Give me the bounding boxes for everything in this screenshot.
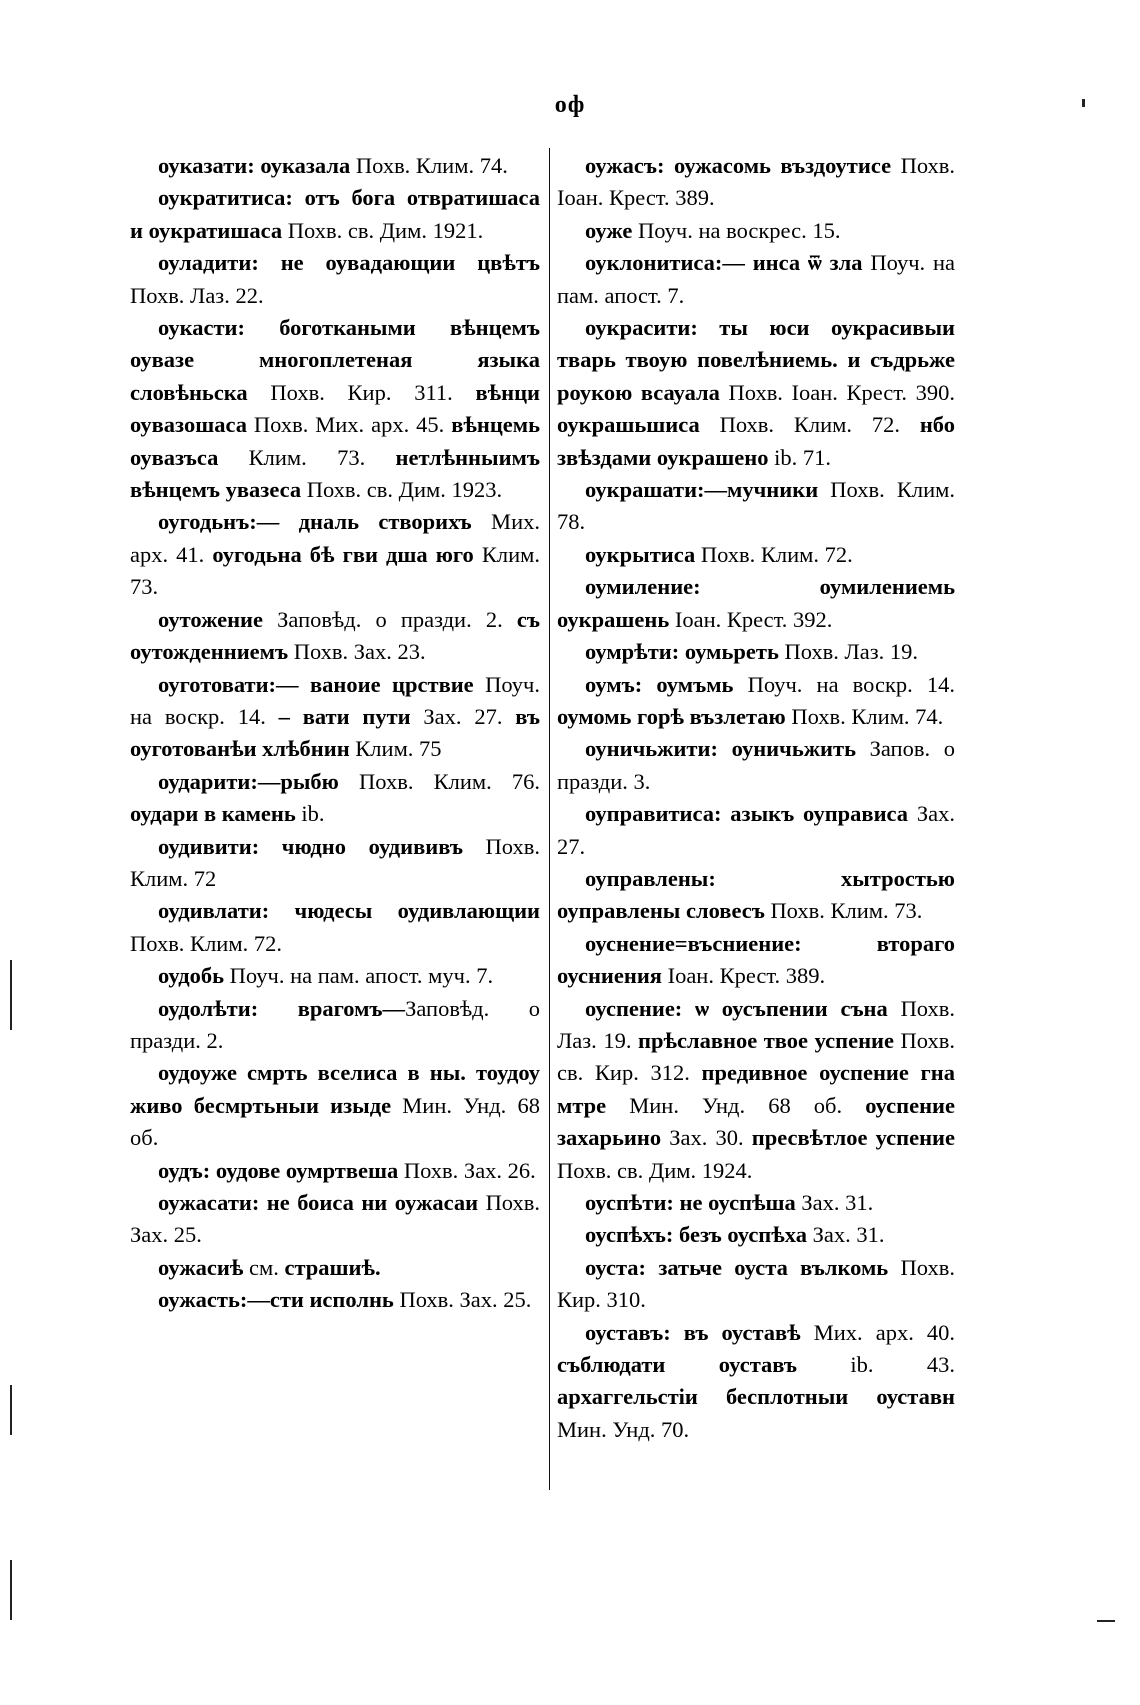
dictionary-entry xyxy=(130,604,540,669)
entry-headword: оуспѣхъ: безъ оуспѣха xyxy=(585,1222,807,1248)
entry-headword: оукрасити: ты юси оукрасивыи тварь твоую повелѣниемь. и съдрьже роукою всауала xyxy=(557,315,955,405)
entry-headword: предивное оуспение гна мтре xyxy=(557,1060,955,1118)
dictionary-entry xyxy=(557,993,955,1187)
entry-headword: оуничьжити: оуничьжить xyxy=(585,736,856,762)
entry-headword: нбо звѣздами оукрашено xyxy=(557,412,955,470)
dictionary-entry xyxy=(130,1284,540,1316)
entry-reference: Похв. Мих. арх. 45. xyxy=(246,412,452,438)
dictionary-entry xyxy=(557,474,955,539)
entry-reference: Запов. о празди. 3. xyxy=(557,736,955,794)
dictionary-entry xyxy=(130,182,540,247)
entry-headword: оуже xyxy=(585,217,633,243)
entry-headword: оуправитиса: азыкъ оуправиса xyxy=(585,801,909,827)
entry-headword: оуказати: оуказала xyxy=(158,153,351,178)
entry-reference: Похв. Лаз. 19. xyxy=(778,639,919,665)
entry-headword: вѣнцемь оувазъса xyxy=(130,412,540,470)
left-column xyxy=(130,150,540,1317)
entry-headword: оудивити: чюдно оудививъ xyxy=(158,833,463,859)
dictionary-entry xyxy=(130,1155,540,1187)
page-number: оф xyxy=(554,92,586,118)
scan-mark xyxy=(10,1385,12,1435)
entry-headword: оумъ: оумъмь xyxy=(585,671,734,697)
entry-headword: оудолѣти: врагомъ— xyxy=(158,995,406,1021)
entry-reference: Похв. св. Дим. 1923. xyxy=(301,477,503,503)
entry-headword: нетлѣнныимъ вѣнцемъ увазеса xyxy=(130,444,540,503)
entry-headword: оугодьна бѣ гви дша юго xyxy=(212,541,474,567)
entry-headword: оутожение xyxy=(158,606,264,632)
dictionary-entry xyxy=(557,150,955,215)
entry-reference: ib. 43. xyxy=(796,1352,955,1378)
entry-headword: съ оутожденниемъ xyxy=(130,606,540,665)
entry-headword: оужасъ: оужасомь въздоутисе xyxy=(585,153,892,178)
dictionary-entry xyxy=(130,312,540,506)
entry-reference: Мин. Унд. 70. xyxy=(557,1416,690,1442)
dictionary-entry xyxy=(130,150,540,182)
entry-reference: Заповѣд. о празди. 2. xyxy=(130,995,540,1053)
entry-headword: оудивлати: чюдесы оудивлающии xyxy=(158,898,540,924)
entry-headword: оуспѣти: не оуспѣша xyxy=(585,1190,796,1215)
entry-headword: оужасть:—сти исполнь xyxy=(158,1287,394,1313)
entry-headword: оудобь xyxy=(158,963,225,989)
entry-headword: оугодьнъ:— дналь створихъ xyxy=(158,509,472,535)
dictionary-entry xyxy=(130,766,540,831)
dictionary-entry xyxy=(130,669,540,766)
entry-headword: оуспение: ѡ оусъпении съна xyxy=(585,995,888,1021)
entry-reference: Похв. Зах. 25. xyxy=(130,1190,540,1248)
entry-reference: Мих. арх. 41. xyxy=(130,509,540,567)
entry-reference: Іоан. Крест. 392. xyxy=(669,606,833,632)
entry-reference: Похв. Клим. 72. xyxy=(695,541,853,567)
dictionary-entry xyxy=(557,247,955,312)
scan-mark xyxy=(10,960,12,1030)
entry-reference: ib. 71. xyxy=(768,444,831,470)
entry-reference: Похв. Клим. 72 xyxy=(130,833,540,891)
entry-reference: Похв. Іоан. Крест. 390. xyxy=(719,379,955,405)
dictionary-entry xyxy=(130,831,540,896)
entry-reference: Похв. Клим. 72. xyxy=(130,930,282,956)
entry-headword: оуставъ: въ оуставѣ xyxy=(585,1319,801,1345)
entry-reference: Зах. 27. xyxy=(557,801,955,859)
entry-headword: оумомь горѣ възлетаю xyxy=(557,703,786,729)
entry-headword: оумиление: оумилениемь оукрашень xyxy=(557,574,955,632)
entry-reference: Поуч. на воскрес. 15. xyxy=(632,217,841,243)
dictionary-entry xyxy=(557,1219,955,1251)
dictionary-entry xyxy=(557,215,955,247)
dictionary-entry xyxy=(557,1187,955,1219)
entry-headword: оудари в камень xyxy=(130,801,296,827)
entry-reference: Похв. Лаз. 22. xyxy=(130,282,264,308)
entry-headword: оумрѣти: оумьреть xyxy=(585,639,779,665)
entry-headword: оукрытиса xyxy=(585,541,696,567)
dictionary-entry xyxy=(130,247,540,312)
entry-reference: Іоан. Крест. 389. xyxy=(661,963,826,989)
entry-headword: съблюдати оуставъ xyxy=(557,1352,797,1378)
dictionary-entry xyxy=(557,669,955,734)
entry-reference: Похв. Лаз. 19. xyxy=(557,995,955,1053)
entry-reference: Поуч. на пам. апост. 7. xyxy=(557,250,955,308)
dictionary-entry xyxy=(557,733,955,798)
dictionary-entry xyxy=(557,1317,955,1447)
entry-headword: оуклонитиса:— инса ѿ зла xyxy=(585,250,863,276)
entry-headword: оуготовати:— ваноие црствие xyxy=(158,671,474,697)
entry-headword: оуспение захарьино xyxy=(557,1092,955,1151)
entry-reference: Зах. 31. xyxy=(795,1190,874,1215)
entry-reference: Похв. Зах. 25. xyxy=(393,1287,532,1313)
dictionary-entry xyxy=(557,539,955,571)
entry-reference: Похв. Кир. 311. xyxy=(247,379,476,405)
scan-mark xyxy=(1097,1620,1115,1622)
entry-headword: оударити:—рыбю xyxy=(158,768,339,794)
entry-reference: Похв. св. Дим. 1924. xyxy=(557,1157,753,1183)
entry-headword: оуправлены: хытростью оуправлены словесъ xyxy=(557,865,955,924)
entry-reference: Клим. 73. xyxy=(218,444,396,470)
entry-reference: Похв. Клим. 74. xyxy=(785,703,944,729)
entry-reference: Зах. 30. xyxy=(661,1125,752,1151)
column-divider xyxy=(549,148,550,1490)
entry-reference: Мин. Унд. 68 об. xyxy=(130,1092,541,1151)
dictionary-entry xyxy=(130,895,540,960)
entry-headword: архаггельстіи бесплотныи оуставн xyxy=(557,1384,955,1410)
dictionary-entry xyxy=(557,798,955,863)
scan-mark xyxy=(10,1560,12,1620)
entry-reference: Поуч. на пам. апост. муч. 7. xyxy=(224,963,494,989)
dictionary-entry xyxy=(557,863,955,928)
entry-reference: Зах. 31. xyxy=(806,1222,885,1248)
entry-headword: оужасати: не боиса ни оужасаи xyxy=(158,1190,479,1215)
entry-reference: Клим. 75 xyxy=(349,736,442,762)
entry-reference: Мих. арх. 40. xyxy=(800,1319,955,1345)
dictionary-entry xyxy=(557,312,955,474)
entry-reference: Мин. Унд. 68 об. xyxy=(606,1092,866,1118)
entry-headword: оукратитиса: отъ бога отвратишаса и оукратишаса xyxy=(130,185,540,243)
entry-reference: Похв. Клим. 76. xyxy=(338,768,540,794)
entry-headword: оукрашьшиса xyxy=(557,412,700,438)
entry-reference: Зах. 27. xyxy=(410,703,516,729)
dictionary-entry xyxy=(130,1057,540,1154)
entry-reference: Похв. Іоан. Крест. 389. xyxy=(557,153,956,211)
dictionary-entry xyxy=(130,1252,540,1284)
dictionary-entry xyxy=(130,960,540,992)
scan-mark xyxy=(1082,99,1085,107)
dictionary-entry xyxy=(130,506,540,603)
entry-reference: Похв. св. Дим. 1921. xyxy=(282,217,484,243)
entry-reference: Похв. Зах. 26. xyxy=(398,1157,536,1183)
entry-headword: въ оуготованѣи хлѣбнин xyxy=(130,703,540,762)
dictionary-entry xyxy=(557,571,955,636)
entry-headword: вѣнци оувазошаса xyxy=(130,379,540,438)
dictionary-entry xyxy=(557,1252,955,1317)
dictionary-entry xyxy=(130,993,540,1058)
entry-headword: оуста: затьче оуста вълкомь xyxy=(585,1254,889,1280)
entry-headword: оудоуже смрть вселиса в ны. тоудоу живо бесмртьныи изыде xyxy=(130,1060,540,1118)
entry-reference: Похв. Клим. 73. xyxy=(764,898,923,924)
entry-headword: – вати пути xyxy=(278,703,411,729)
entry-reference: Похв. Клим. 74. xyxy=(350,153,508,178)
entry-headword: оудъ: оудове оумртвеша xyxy=(158,1157,399,1183)
entry-reference: Клим. 73. xyxy=(130,541,540,600)
entry-headword: оуладити: не оувадающии цвѣтъ xyxy=(158,250,540,276)
entry-headword: оужасиѣ xyxy=(158,1254,244,1280)
dictionary-entry xyxy=(557,928,955,993)
entry-headword: оуснение=въсниение: втораго оусниения xyxy=(557,930,955,989)
entry-headword: оукрашати:—мучники xyxy=(585,477,819,503)
entry-reference: ib. xyxy=(295,801,325,827)
entry-reference: см. xyxy=(243,1254,285,1280)
entry-reference: Заповѣд. о празди. 2. xyxy=(263,606,517,632)
entry-reference: Похв. Клим. 72. xyxy=(699,412,920,438)
entry-reference: Поуч. на воскр. 14. xyxy=(733,671,956,697)
entry-headword: пресвѣтлое успение xyxy=(751,1125,955,1151)
entry-reference: Похв. св. Кир. 312. xyxy=(557,1027,955,1086)
dictionary-entry xyxy=(130,1187,540,1252)
dictionary-entry xyxy=(557,636,955,668)
entry-headword: страшиѣ. xyxy=(284,1254,381,1280)
right-column xyxy=(557,150,955,1446)
entry-reference: Похв. Кир. 310. xyxy=(557,1254,955,1313)
entry-reference: Похв. Клим. 78. xyxy=(557,477,955,535)
entry-reference: Поуч. на воскр. 14. xyxy=(130,671,540,729)
entry-headword: оукасти: боготкаными вѣнцемъ оувазе многоплетеная языка словѣньска xyxy=(130,315,540,405)
entry-reference: Похв. Зах. 23. xyxy=(288,639,426,665)
entry-headword: прѣславное твое успение xyxy=(638,1027,894,1053)
